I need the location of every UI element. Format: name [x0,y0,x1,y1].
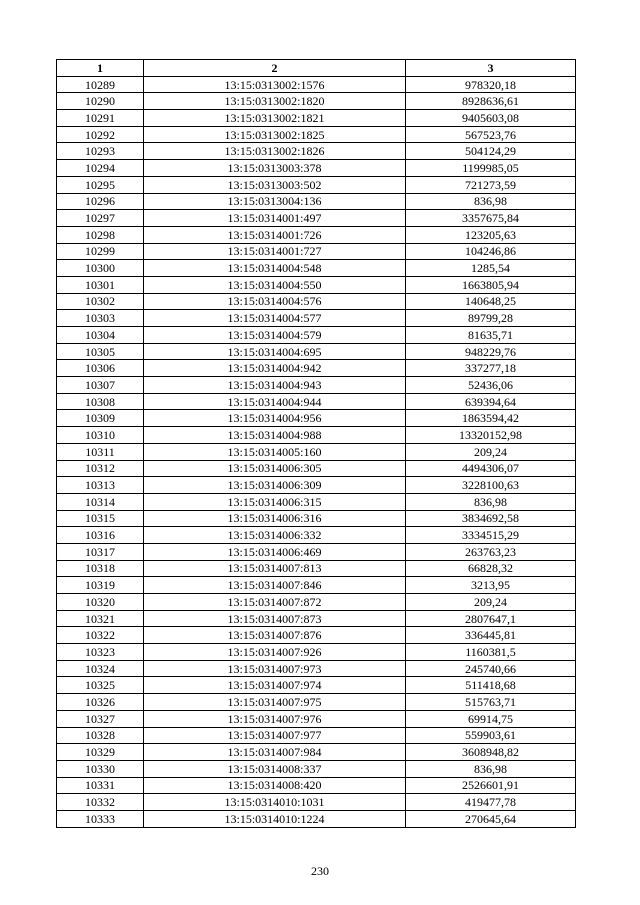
table-row [57,276,576,293]
table-row [57,560,576,577]
table-cell: 504124,29 [406,143,576,160]
table-cell: 10331 [57,777,144,794]
table-cell: 13:15:0313003:378 [144,160,406,177]
table-row [57,260,576,277]
table-cell: 69914,75 [406,710,576,727]
table-cell: 10305 [57,343,144,360]
table-cell: 13:15:0314006:469 [144,543,406,560]
table-row [57,477,576,494]
table-row [57,644,576,661]
table-row [57,243,576,260]
table-row [57,677,576,694]
table-row [57,310,576,327]
table-cell: 836,98 [406,493,576,510]
table-cell: 89799,28 [406,310,576,327]
table-cell: 10314 [57,493,144,510]
table-cell: 10325 [57,677,144,694]
table-cell: 13:15:0314007:876 [144,627,406,644]
table-cell: 10312 [57,460,144,477]
table-cell: 13:15:0314004:695 [144,343,406,360]
table-cell: 10315 [57,510,144,527]
table-row [57,610,576,627]
table-cell: 1199985,05 [406,160,576,177]
table-cell: 10333 [57,810,144,827]
table-body [57,76,576,827]
table-row [57,627,576,644]
table-cell: 10297 [57,210,144,227]
table-cell: 10296 [57,193,144,210]
table-cell: 13:15:0313003:502 [144,176,406,193]
table-row [57,694,576,711]
table-cell: 10300 [57,260,144,277]
table-row [57,143,576,160]
table-cell: 13:15:0314004:942 [144,360,406,377]
table-cell: 10313 [57,477,144,494]
table-cell: 13:15:0314004:548 [144,260,406,277]
table-cell: 13:15:0314005:160 [144,443,406,460]
table-cell: 13:15:0314004:988 [144,427,406,444]
table-cell: 13:15:0314007:846 [144,577,406,594]
table-cell: 978320,18 [406,76,576,93]
table-cell: 10293 [57,143,144,160]
table-cell: 10319 [57,577,144,594]
table-cell: 13:15:0313002:1821 [144,110,406,127]
table-row [57,744,576,761]
table-row [57,76,576,93]
table-cell: 336445,81 [406,627,576,644]
table-row [57,594,576,611]
table-cell: 10317 [57,543,144,560]
table-row [57,410,576,427]
table-cell: 13:15:0314001:497 [144,210,406,227]
table-cell: 13:15:0314004:577 [144,310,406,327]
table-cell: 515763,71 [406,694,576,711]
table-cell: 13:15:0314007:872 [144,594,406,611]
table-cell: 104246,86 [406,243,576,260]
table-cell: 10302 [57,293,144,310]
table-cell: 270645,64 [406,810,576,827]
table-row [57,660,576,677]
table-cell: 13:15:0314004:550 [144,276,406,293]
table-cell: 13:15:0314006:305 [144,460,406,477]
table-cell: 10290 [57,93,144,110]
table-cell: 13:15:0314006:315 [144,493,406,510]
table-cell: 245740,66 [406,660,576,677]
table-cell: 10291 [57,110,144,127]
table-row [57,510,576,527]
table-row [57,210,576,227]
table-row [57,93,576,110]
table-cell: 140648,25 [406,293,576,310]
table-cell: 3228100,63 [406,477,576,494]
table-cell: 13:15:0314007:975 [144,694,406,711]
table-cell: 10326 [57,694,144,711]
table-cell: 13:15:0314010:1031 [144,794,406,811]
table-cell: 10327 [57,710,144,727]
column-header: 2 [144,60,406,77]
table-cell: 10311 [57,443,144,460]
table-row [57,226,576,243]
table-cell: 836,98 [406,193,576,210]
table-row [57,777,576,794]
table-cell: 10322 [57,627,144,644]
table-cell: 3334515,29 [406,527,576,544]
table-cell: 511418,68 [406,677,576,694]
table-cell: 13:15:0314007:873 [144,610,406,627]
table-cell: 13:15:0314007:977 [144,727,406,744]
table-row [57,443,576,460]
table-cell: 13:15:0314004:943 [144,377,406,394]
table-cell: 13:15:0313002:1826 [144,143,406,160]
table-cell: 10299 [57,243,144,260]
table-cell: 10321 [57,610,144,627]
table-cell: 337277,18 [406,360,576,377]
table-cell: 9405603,08 [406,110,576,127]
table-cell: 13:15:0314004:579 [144,327,406,344]
table-cell: 13:15:0314006:332 [144,527,406,544]
column-header: 1 [57,60,144,77]
table-cell: 3834692,58 [406,510,576,527]
table-row [57,543,576,560]
table-cell: 13:15:0314001:727 [144,243,406,260]
table-row [57,794,576,811]
table-row [57,377,576,394]
table-cell: 10306 [57,360,144,377]
table-cell: 10303 [57,310,144,327]
table-cell: 66828,32 [406,560,576,577]
table-row [57,293,576,310]
table-cell: 13320152,98 [406,427,576,444]
table-cell: 10304 [57,327,144,344]
table-cell: 10294 [57,160,144,177]
table-cell: 10309 [57,410,144,427]
table-cell: 10301 [57,276,144,293]
table-cell: 1160381,5 [406,644,576,661]
table-cell: 10330 [57,760,144,777]
table-cell: 13:15:0314006:309 [144,477,406,494]
table-row [57,110,576,127]
table-cell: 13:15:0314004:956 [144,410,406,427]
table-cell: 1663805,94 [406,276,576,293]
table-row [57,577,576,594]
table-cell: 559903,61 [406,727,576,744]
table-cell: 1863594,42 [406,410,576,427]
column-header: 3 [406,60,576,77]
table-cell: 10295 [57,176,144,193]
table-cell: 10332 [57,794,144,811]
table-cell: 13:15:0314004:944 [144,393,406,410]
table-cell: 13:15:0313002:1820 [144,93,406,110]
table-cell: 2807647,1 [406,610,576,627]
table-cell: 123205,63 [406,226,576,243]
table-row [57,710,576,727]
table-cell: 13:15:0314008:420 [144,777,406,794]
table-cell: 948229,76 [406,343,576,360]
table-cell: 8928636,61 [406,93,576,110]
table-row [57,360,576,377]
table-cell: 209,24 [406,443,576,460]
table-cell: 13:15:0314001:726 [144,226,406,243]
table-cell: 13:15:0314004:576 [144,293,406,310]
table-cell: 836,98 [406,760,576,777]
table-cell: 567523,76 [406,126,576,143]
table-cell: 81635,71 [406,327,576,344]
table-row [57,126,576,143]
table-cell: 4494306,07 [406,460,576,477]
table-row [57,160,576,177]
table-cell: 721273,59 [406,176,576,193]
table-row [57,327,576,344]
table-cell: 10316 [57,527,144,544]
table-row [57,176,576,193]
table-cell: 10318 [57,560,144,577]
table-cell: 639394,64 [406,393,576,410]
table-cell: 52436,06 [406,377,576,394]
table-cell: 13:15:0314007:973 [144,660,406,677]
table-cell: 209,24 [406,594,576,611]
table-cell: 10323 [57,644,144,661]
table-cell: 3357675,84 [406,210,576,227]
table-cell: 10292 [57,126,144,143]
table-cell: 10329 [57,744,144,761]
table-row [57,727,576,744]
table-row [57,427,576,444]
table-cell: 10324 [57,660,144,677]
data-table [56,59,576,828]
table-row [57,193,576,210]
table-cell: 1285,54 [406,260,576,277]
table-cell: 13:15:0314008:337 [144,760,406,777]
table-cell: 13:15:0313004:136 [144,193,406,210]
table-row [57,527,576,544]
table-cell: 10298 [57,226,144,243]
table-row [57,810,576,827]
header-row [57,60,576,77]
page-number: 230 [311,864,329,878]
table-cell: 3213,95 [406,577,576,594]
table-cell: 13:15:0314007:984 [144,744,406,761]
table-row [57,493,576,510]
table-row [57,343,576,360]
table-cell: 13:15:0313002:1576 [144,76,406,93]
table-cell: 2526601,91 [406,777,576,794]
table-cell: 13:15:0314007:976 [144,710,406,727]
table-cell: 10307 [57,377,144,394]
table-cell: 13:15:0313002:1825 [144,126,406,143]
table-cell: 419477,78 [406,794,576,811]
table-cell: 13:15:0314010:1224 [144,810,406,827]
table-cell: 10328 [57,727,144,744]
table-cell: 13:15:0314006:316 [144,510,406,527]
table-cell: 10308 [57,393,144,410]
table-cell: 10289 [57,76,144,93]
table-cell: 13:15:0314007:926 [144,644,406,661]
table-row [57,460,576,477]
table-cell: 10320 [57,594,144,611]
table-cell: 263763,23 [406,543,576,560]
table-row [57,393,576,410]
table-cell: 13:15:0314007:813 [144,560,406,577]
table-cell: 10310 [57,427,144,444]
table-cell: 13:15:0314007:974 [144,677,406,694]
table-cell: 3608948,82 [406,744,576,761]
table-row [57,760,576,777]
